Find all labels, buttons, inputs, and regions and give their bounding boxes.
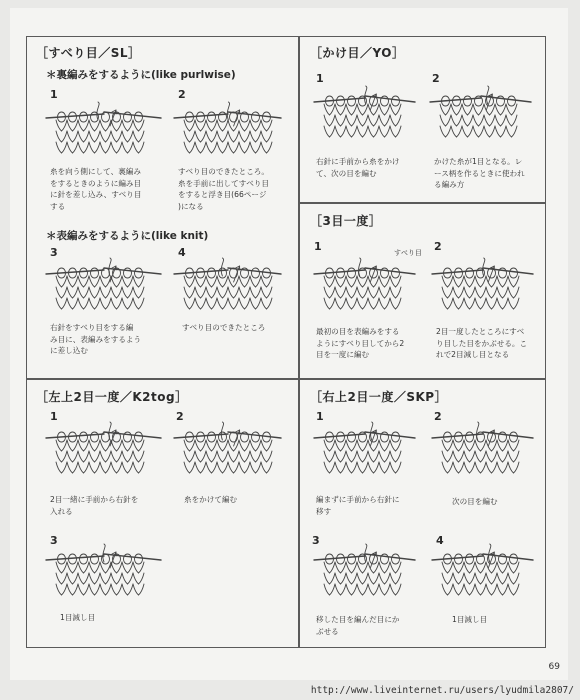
sl-step-1-caption: 糸を向う側にして、裏編み をするときのように編み目 に針を差し込み、すべり目 する bbox=[50, 167, 142, 211]
yo-step-1-illustration bbox=[312, 82, 418, 148]
skp-step-3-caption: 移した目を編んだ目にか ぶせる bbox=[316, 615, 400, 636]
k2tog-step-1-illustration bbox=[44, 418, 164, 484]
yo-step-1-number: 1 bbox=[316, 72, 324, 85]
k2tog-step-3-number: 3 bbox=[50, 534, 58, 547]
sl-step-3-caption: 右針をすべり目をする編 み目に、表編みをするよう に差し込む bbox=[50, 323, 142, 355]
sl-step-2-illustration bbox=[172, 98, 284, 160]
subheading-knitwise: ＊表編みをするように(like knit) bbox=[46, 230, 209, 242]
right-top-divider bbox=[298, 202, 546, 204]
section-title-k2tog: ［左上2目一度／K2tog］ bbox=[36, 390, 188, 404]
skp-step-3-illustration bbox=[312, 540, 418, 606]
skp-step-3-number: 3 bbox=[312, 534, 320, 547]
skp-step-4-illustration bbox=[430, 540, 536, 606]
three-step-1-number: 1 bbox=[314, 240, 322, 253]
sl-step-4-caption: すべり目のできたところ bbox=[182, 323, 266, 332]
page-number: 69 bbox=[548, 662, 560, 672]
skp-step-1-number: 1 bbox=[316, 410, 324, 423]
row-divider bbox=[26, 378, 546, 380]
k2tog-step-2-illustration bbox=[172, 418, 284, 484]
sl-step-1-number: 1 bbox=[50, 88, 58, 101]
skp-step-2-caption: 次の目を編む bbox=[452, 497, 498, 506]
k2tog-step-2-caption: 糸をかけて編む bbox=[184, 495, 238, 504]
skp-step-1-illustration bbox=[312, 418, 418, 484]
sl-step-4-number: 4 bbox=[178, 246, 186, 259]
three-step-2-illustration bbox=[430, 254, 536, 318]
yo-step-2-number: 2 bbox=[432, 72, 440, 85]
yo-step-2-illustration bbox=[428, 82, 534, 148]
source-watermark: http://www.liveinternet.ru/users/lyudmila2807/ bbox=[310, 685, 574, 696]
three-step-1-caption: 最初の目を表編みをする ようにすべり目してから2 目を一度に編む bbox=[316, 327, 405, 359]
sl-step-2-number: 2 bbox=[178, 88, 186, 101]
k2tog-step-3-caption: 1目減し目 bbox=[60, 613, 96, 622]
three-step-1-illustration bbox=[312, 254, 418, 318]
skp-step-1-caption: 編まずに手前から右針に 移す bbox=[316, 495, 400, 516]
k2tog-step-3-illustration bbox=[44, 540, 164, 606]
skp-step-2-illustration bbox=[430, 418, 536, 484]
sl-step-2-caption: すべり目のできたところ。 糸を手前に出してすべり目 をすると浮き目(66ページ )になる bbox=[178, 167, 269, 211]
skp-step-4-caption: 1目減し目 bbox=[452, 615, 488, 624]
section-title-sl: ［すべり目／SL］ bbox=[36, 46, 141, 60]
subheading-purlwise: ＊裏編みをするように(like purlwise) bbox=[46, 69, 236, 81]
section-title-skp: ［右上2目一度／SKP］ bbox=[310, 390, 448, 404]
section-title-yo: ［かけ目／YO］ bbox=[310, 46, 405, 60]
sl-step-3-number: 3 bbox=[50, 246, 58, 259]
sl-step-4-illustration bbox=[172, 254, 284, 316]
section-title-three-together: ［3目一度］ bbox=[310, 214, 382, 228]
sl-step-1-illustration bbox=[44, 98, 164, 160]
skp-step-2-number: 2 bbox=[434, 410, 442, 423]
yo-step-1-caption: 右針に手前から糸をかけ て、次の目を編む bbox=[316, 157, 400, 178]
three-step-2-number: 2 bbox=[434, 240, 442, 253]
skp-step-4-number: 4 bbox=[436, 534, 444, 547]
k2tog-step-2-number: 2 bbox=[176, 410, 184, 423]
column-divider bbox=[298, 36, 300, 648]
three-step-2-caption: 2目一度したところにすべ り目した目をかぶせる。こ れで2目減し目となる bbox=[436, 327, 528, 359]
k2tog-step-1-number: 1 bbox=[50, 410, 58, 423]
k2tog-step-1-caption: 2目一緒に手前から右針を 入れる bbox=[50, 495, 139, 516]
yo-step-2-caption: かけた糸が1目となる。レ ース柄を作るときに使われ る編み方 bbox=[434, 157, 525, 189]
slipped-stitch-label: すべり目 bbox=[394, 249, 422, 257]
sl-step-3-illustration bbox=[44, 254, 164, 316]
